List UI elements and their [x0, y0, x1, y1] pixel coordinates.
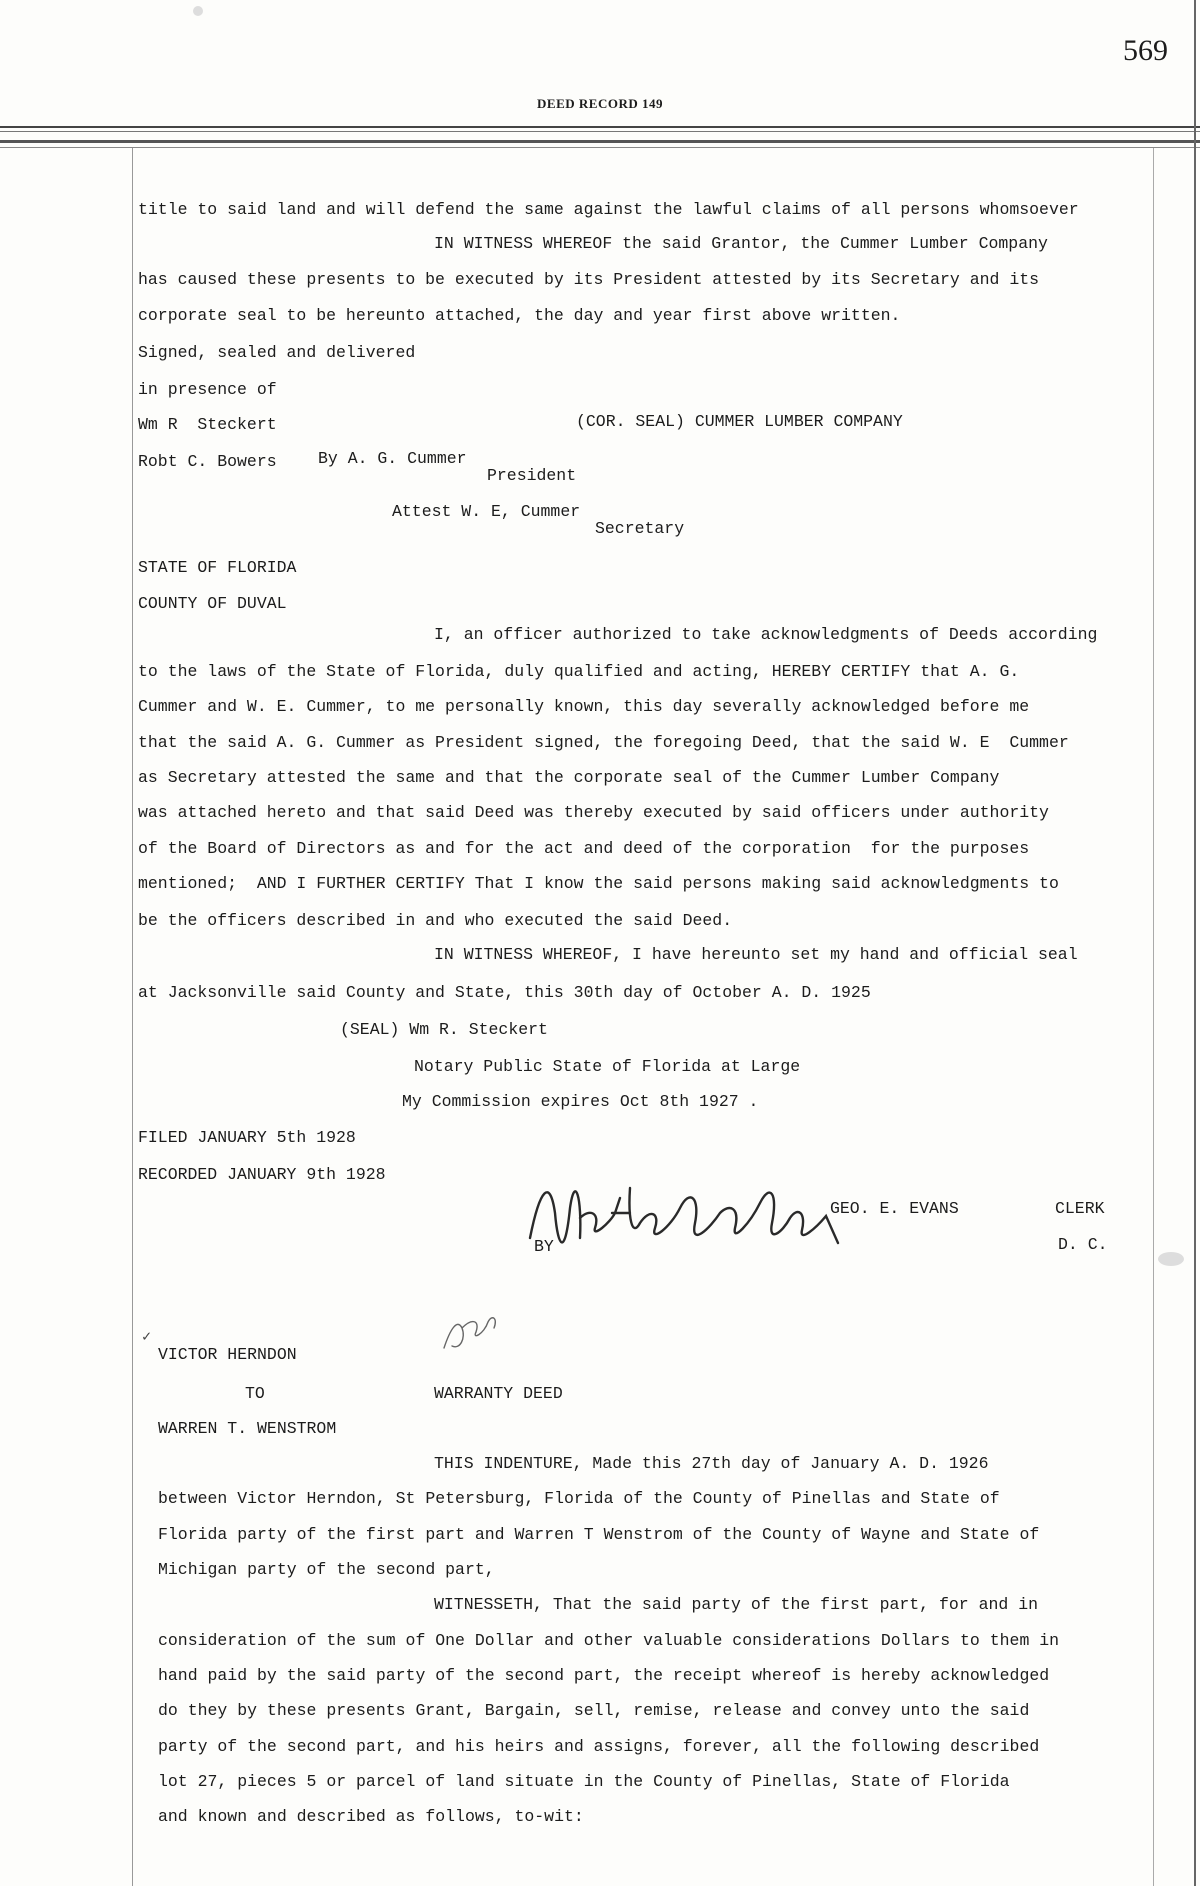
- text-line: do they by these presents Grant, Bargain, sell, remise, release and convey unto the said: [158, 1701, 1030, 1720]
- text-line: Florida party of the first part and Warren T Wenstrom of the County of Wayne and State of: [158, 1525, 1040, 1544]
- text-line: in presence of: [138, 380, 277, 399]
- text-line: be the officers described in and who executed the said Deed.: [138, 911, 733, 930]
- text-line: IN WITNESS WHEREOF the said Grantor, the Cummer Lumber Company: [434, 234, 1048, 253]
- handwritten-initials: [432, 1300, 512, 1360]
- text-line: as Secretary attested the same and that the corporate seal of the Cummer Lumber Company: [138, 768, 1000, 787]
- signatory-title: President: [487, 466, 577, 485]
- clerk-name: GEO. E. EVANS: [830, 1199, 959, 1218]
- text-line: has caused these presents to be executed by its President attested by its Secretary and its: [138, 270, 1040, 289]
- deputy-clerk-signature: [520, 1168, 880, 1278]
- header-rule: [0, 126, 1200, 128]
- text-line: hand paid by the said party of the second part, the receipt whereof is hereby acknowledged: [158, 1666, 1050, 1685]
- text-line: party of the second part, and his heirs and assigns, forever, all the following described: [158, 1737, 1040, 1756]
- header-rule: [0, 131, 1200, 132]
- header-title: DEED RECORD 149: [537, 96, 663, 111]
- attest-line: Attest W. E, Cummer: [392, 502, 581, 521]
- grantor-name: VICTOR HERNDON: [158, 1345, 297, 1364]
- attest-title: Secretary: [595, 519, 685, 538]
- check-mark-icon: ✓: [142, 1329, 152, 1346]
- right-margin-line: [1153, 148, 1154, 1886]
- text-line: title to said land and will defend the same against the lawful claims of all persons whomsoever: [138, 200, 1079, 219]
- witness-name: Wm R Steckert: [138, 415, 277, 434]
- paper-blot: [1158, 1252, 1184, 1266]
- text-line: THIS INDENTURE, Made this 27th day of January A. D. 1926: [434, 1454, 989, 1473]
- page-edge: [1194, 0, 1196, 1886]
- by-label: BY: [534, 1237, 554, 1256]
- text-line: Signed, sealed and delivered: [138, 343, 416, 362]
- left-margin-line: [132, 148, 133, 1886]
- text-line: Cummer and W. E. Cummer, to me personally known, this day severally acknowledged before me: [138, 697, 1030, 716]
- text-line: that the said A. G. Cummer as President signed, the foregoing Deed, that the said W. E Cummer: [138, 733, 1069, 752]
- clerk-title: CLERK: [1055, 1199, 1105, 1218]
- page-number: 569: [1123, 34, 1168, 67]
- text-line: at Jacksonville said County and State, this 30th day of October A. D. 1925: [138, 983, 871, 1002]
- signatory: By A. G. Cummer: [318, 449, 467, 468]
- text-line: between Victor Herndon, St Petersburg, Florida of the County of Pinellas and State of: [158, 1489, 1000, 1508]
- text-line: I, an officer authorized to take acknowledgments of Deeds according: [434, 625, 1098, 644]
- text-line: was attached hereto and that said Deed was thereby executed by said officers under authority: [138, 803, 1049, 822]
- text-line: WITNESSETH, That the said party of the first part, for and in: [434, 1595, 1038, 1614]
- filed-date: FILED JANUARY 5th 1928: [138, 1128, 356, 1147]
- text-line: lot 27, pieces 5 or parcel of land situate in the County of Pinellas, State of Florida: [158, 1772, 1010, 1791]
- text-line: of the Board of Directors as and for the act and deed of the corporation for the purposes: [138, 839, 1030, 858]
- text-line: consideration of the sum of One Dollar and other valuable considerations Dollars to them in: [158, 1631, 1060, 1650]
- notary-seal-line: (SEAL) Wm R. Steckert: [340, 1020, 548, 1039]
- notary-title: Notary Public State of Florida at Large: [414, 1057, 801, 1076]
- text-line: IN WITNESS WHEREOF, I have hereunto set my hand and official seal: [434, 945, 1078, 964]
- witness-name: Robt C. Bowers: [138, 452, 277, 471]
- commission-expiry: My Commission expires Oct 8th 1927 .: [402, 1092, 759, 1111]
- header-rule: [0, 140, 1200, 143]
- state-heading: STATE OF FLORIDA: [138, 558, 297, 577]
- grantee-name: WARREN T. WENSTROM: [158, 1419, 337, 1438]
- text-line: Michigan party of the second part,: [158, 1560, 495, 1579]
- text-line: to the laws of the State of Florida, duly qualified and acting, HEREBY CERTIFY that A. G.: [138, 662, 1020, 681]
- document-type: WARRANTY DEED: [434, 1384, 563, 1403]
- text-line: mentioned; AND I FURTHER CERTIFY That I know the said persons making said acknowledgments to: [138, 874, 1059, 893]
- county-heading: COUNTY OF DUVAL: [138, 594, 287, 613]
- deputy-clerk-title: D. C.: [1058, 1235, 1108, 1254]
- corporate-seal-label: (COR. SEAL) CUMMER LUMBER COMPANY: [576, 412, 903, 431]
- text-line: and known and described as follows, to-wit:: [158, 1807, 584, 1826]
- recorded-date: RECORDED JANUARY 9th 1928: [138, 1165, 386, 1184]
- paper-blot: [193, 6, 203, 16]
- text-line: corporate seal to be hereunto attached, the day and year first above written.: [138, 306, 901, 325]
- header-rule: [0, 147, 1200, 148]
- to-label: TO: [245, 1384, 265, 1403]
